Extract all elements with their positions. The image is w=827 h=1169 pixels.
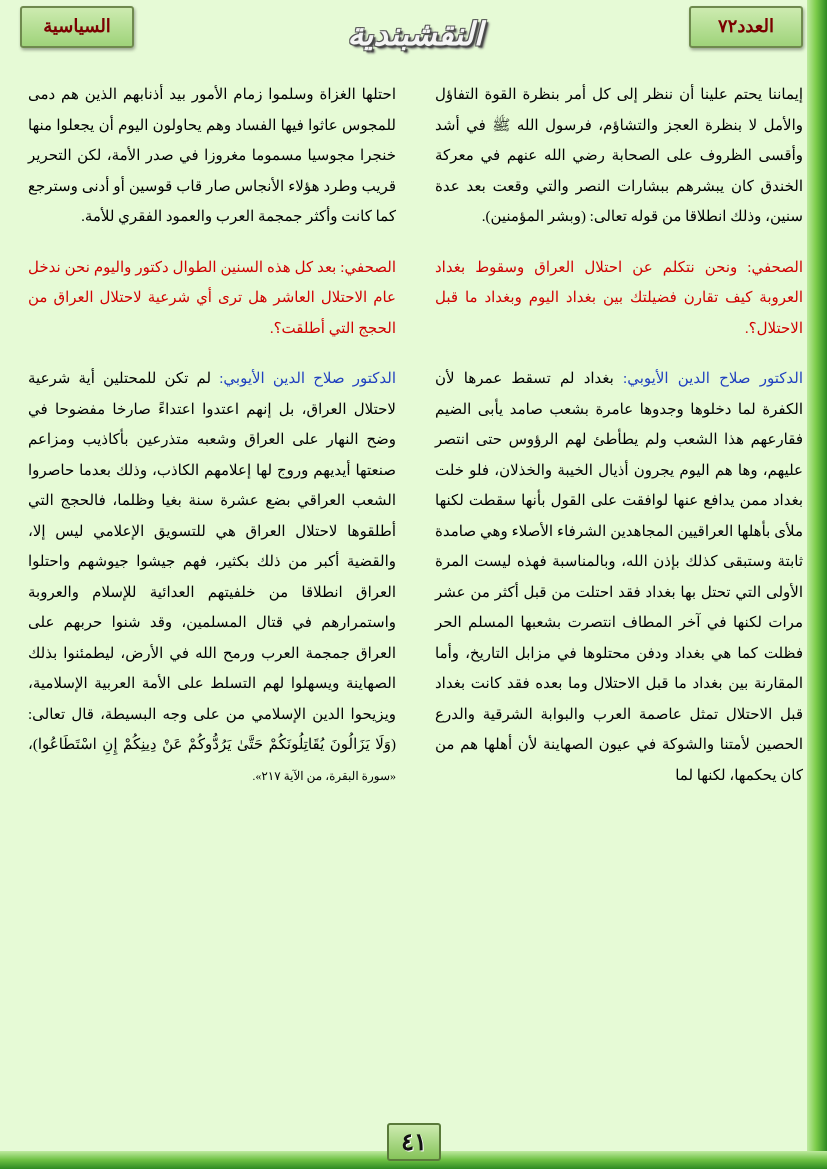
right-column [435,80,803,811]
section-tag: السياسية [20,6,134,48]
quran-citation: «سورة البقرة، من الآية ٢١٧». [252,768,396,783]
continued-paragraph: احتلها الغزاة وسلموا زمام الأمور بيد أذنابهم الذين هم دمى للمجوس عاثوا فيها الفساد وهم يحاولون اليوم أن يجعلوا منها خنجرا مجوسيا مسموما مغروزا في صدر الأمة، لكن التحرير قريب وطرد هؤلاء الأنجاس صار قاب قوسين أو أدنى وسترجع كما كانت وأكثر جمجمة العرب والعمود الفقري للأمة. [28,87,396,225]
intro-paragraph: إيماننا يحتم علينا أن ننظر إلى كل أمر بنظرة القوة التفاؤل والأمل لا بنظرة العجز والتشاؤم، فرسول الله ﷺ في أشد وأقسى الظروف على الصحابة رضي الله عنهم في معركة الخندق كان يبشرهم ببشارات النصر والتي وقعت بعد عدة سنين، وذلك انطلاقا من قوله تعالى: (وبشر المؤمنين). [435,87,803,225]
journalist-question-1: الصحفي: ونحن نتكلم عن احتلال العراق وسقوط بغداد العروبة كيف تقارن فضيلتك بين بغداد اليوم وبغداد ما قبل الاحتلال؟. [435,259,803,337]
answer-text: لم تكن للمحتلين أية شرعية لاحتلال العراق، بل إنهم اعتدوا اعتداءً صارخا مفضوحا في وضح النهار على العراق وشعبه متذرعين بأكاذيب ومزاعم صنعتها أيديهم وروج لها إعلامهم الكاذب، وذلك بعدما حاصروا الشعب العراقي بضع عشرة سنة بغيا وظلما، فالحجج التي أطلقوها لاحتلال العراق هي للتسويق الإعلامي ليس إلا، والقضية أكبر من ذلك بكثير، فهم جيشوا جيوشهم واحتلوا العراق انطلاقا من خلفيتهم العدائية للإسلام والعروبة واستمرارهم في قتال المسلمين، وقد شنوا حربهم على العراق جمجمة العرب ورمح الله في الأرض، ليطمئنوا بذلك الصهاينة ويسهلوا لهم التسلط على الأمة العربية الإسلامية، ويزيحوا الدين الإسلامي من على وجه البسيطة، قال تعالى: (وَلَا يَزَالُونَ يُقَاتِلُونَكُمْ حَتَّىٰ يَرُدُّوكُمْ عَنْ دِينِكُمْ إِنِ اسْتَطَاعُوا)، [28,371,396,753]
left-column [28,80,396,811]
speaker-name: الدكتور صلاح الدين الأيوبي: [219,371,396,387]
answer-paragraph-2 [28,364,396,791]
answer-text: بغداد لم تسقط عمرها لأن الكفرة لما دخلوها وجدوها عامرة بشعب صامد يأبى الضيم فقارعهم هذا الشعب ولم يطأطئ لهم الرؤوس حتى انتصر عليهم، وها هم اليوم يجرون أذيال الخيبة والخذلان، فلو خلت بغداد ممن يدافع عنها لوافقت على القول بأنها سقطت لكنها ملأى بأهلها العراقيين المجاهدين الشرفاء الأصلاء وهي صامدة ثابتة وستبقى كذلك بإذن الله، وبالمناسبة فهذه ليست المرة الأولى التي تحتل بها بغداد فقد احتلت من قبل أكثر من عشر مرات لكنها في آخر المطاف انتصرت بشعبها المسلم الحر فظلت كما هي بغداد ودفن محتلوها في مزابل التاريخ، وأما المقارنة بين بغداد ما قبل الاحتلال وما بعده فقد كانت بغداد قبل الاحتلال تمثل عاصمة العرب والبوابة الشرقية والدرع الحصين لأمتنا والشوكة في عيون الصهاينة لأن أهلها هم من كان يحكمها، لكنها لما [435,371,803,784]
right-edge-border [807,0,827,1169]
answer-paragraph-1 [435,364,803,791]
magazine-logo: النقشبندية [347,15,483,53]
page-number: ٤١ [387,1123,441,1161]
speaker-name: الدكتور صلاح الدين الأيوبي: [623,371,803,387]
journalist-question-2: الصحفي: بعد كل هذه السنين الطوال دكتور واليوم نحن ندخل عام الاحتلال العاشر هل ترى أي شرعية لاحتلال العراق من الحجج التي أطلقت؟. [28,259,396,337]
issue-number-tag: العدد٧٢ [689,6,803,48]
